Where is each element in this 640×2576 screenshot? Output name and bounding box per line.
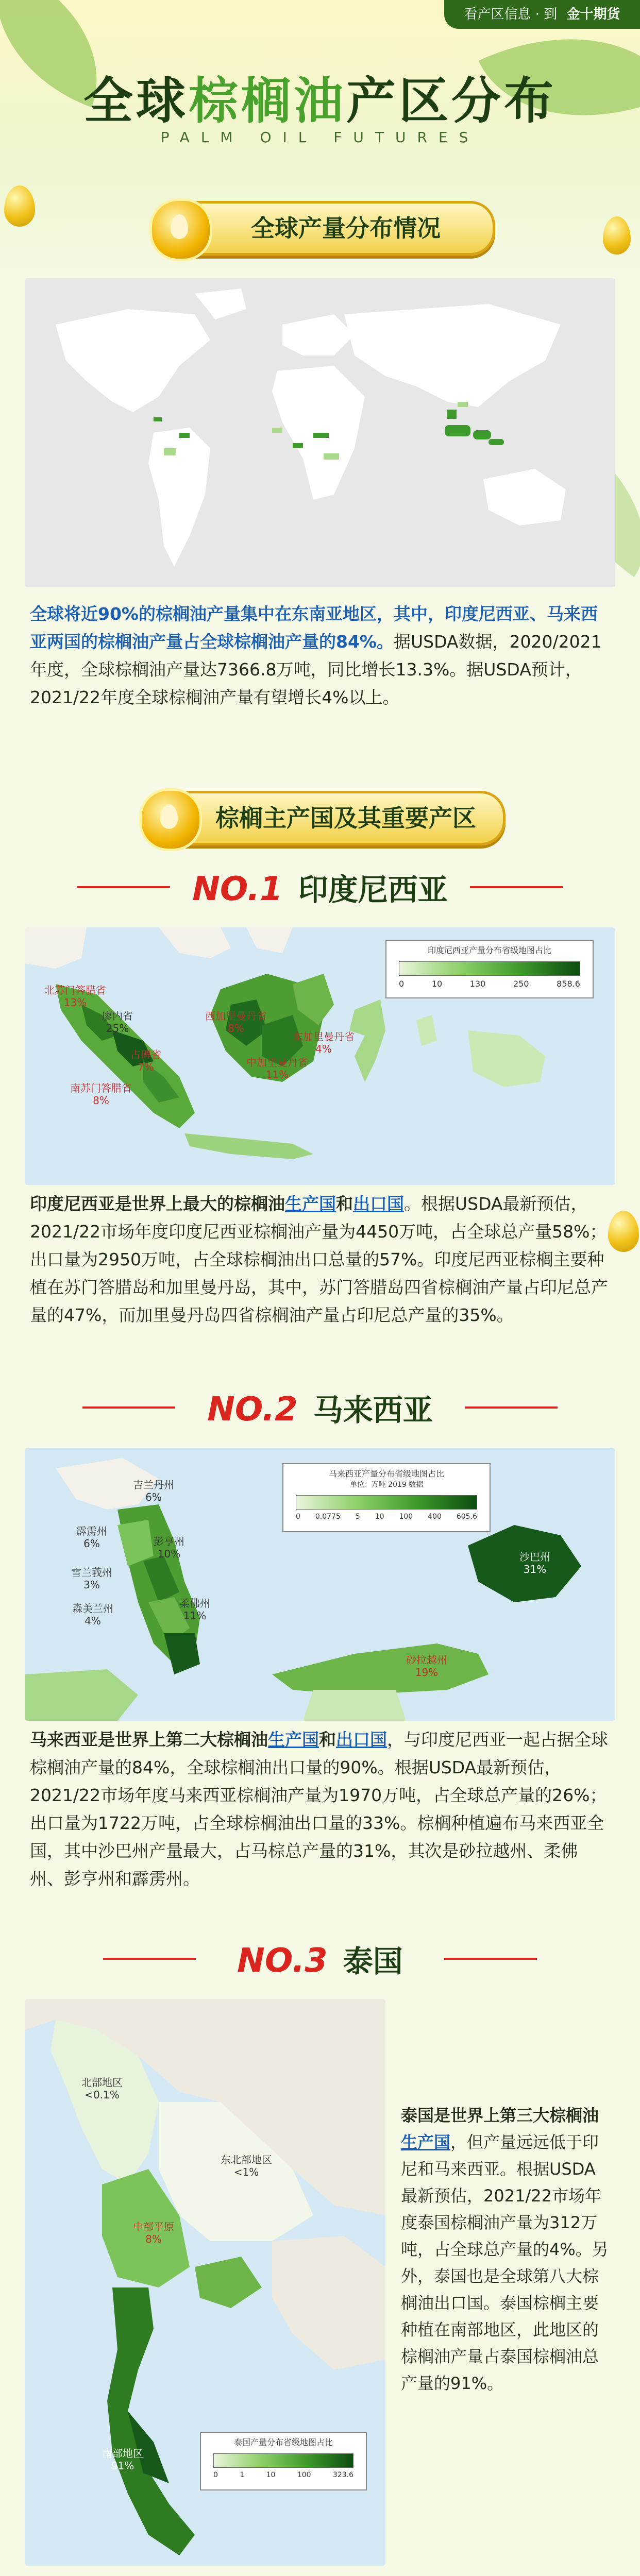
map-label: 柔佛州 11% <box>179 1597 210 1622</box>
map-label: 东北部地区 <1% <box>221 2154 272 2178</box>
map-label: 廖内省 25% <box>102 1010 133 1035</box>
rank-heading-malaysia: NO.2 马来西亚 <box>0 1386 640 1429</box>
oil-coin-icon <box>149 198 212 261</box>
thailand-paragraph: 泰国是世界上第三大棕榈油生产国，但产量远远低于印尼和马来西亚。根据USDA最新预估，2021/22市场年度泰国棕榈油产量为312万吨，占全球总产量的4%。另外，泰国也是全球第八大棕榈油出口国。泰国棕榈主要种植在南部地区，此地区的棕榈油产量占泰国棕榈油总产量的91%。 <box>401 2106 609 2393</box>
oil-droplet-icon <box>608 1211 639 1252</box>
oil-coin-icon <box>139 788 202 851</box>
brand-logo-text: 金十期货 <box>566 7 620 22</box>
page-subtitle: PALM OIL FUTURES <box>160 129 480 146</box>
malaysia-map-legend: 马来西亚产量分布省级地图占比 单位：万吨 2019 数据 0 0.0775 5 10 100 400 605.6 <box>282 1463 491 1532</box>
map-label: 东加里曼丹省 4% <box>293 1030 355 1055</box>
map-label: 南部地区 91% <box>102 2447 143 2472</box>
title-highlight: 棕榈油 <box>189 72 346 130</box>
link-producer[interactable]: 生产国 <box>285 1194 336 1214</box>
map-label: 中加里曼丹省 11% <box>246 1056 308 1081</box>
map-label: 南苏门答腊省 8% <box>70 1082 132 1107</box>
rank-heading-thailand: NO.3 泰国 <box>0 1937 640 1980</box>
rank-heading-indonesia: NO.1 印度尼西亚 <box>0 866 640 909</box>
map-label: 雪兰莪州 3% <box>71 1566 112 1591</box>
section-pill-global <box>150 201 495 256</box>
section-pill-producers <box>140 791 506 845</box>
section-pill-label: 棕榈主产国及其重要产区 <box>215 804 476 832</box>
map-label: 中部平原 8% <box>133 2221 174 2245</box>
link-exporter[interactable]: 出口国 <box>353 1194 404 1214</box>
map-label: 砂拉越州 19% <box>406 1654 447 1679</box>
map-label: 霹雳州 6% <box>76 1525 107 1550</box>
indonesia-map <box>25 927 615 1185</box>
map-label: 森美兰州 4% <box>72 1602 113 1627</box>
indonesia-paragraph: 印度尼西亚是世界上最大的棕榈油生产国和出口国。根据USDA最新预估，2021/22市场年度印度尼西亚棕榈油产量为4450万吨，占全球总产量58%；出口量为2950万吨，占全球棕榈油出口总量的57%。印度尼西亚棕榈主要种植在苏门答腊岛和加里曼丹岛，其中，苏门答腊岛四省棕榈油产量占印尼总产量的47%，而加里曼丹岛四省棕榈油产量占印尼总产量的35%。 <box>30 1194 608 1325</box>
map-label: 西加里曼丹省 8% <box>205 1010 267 1035</box>
map-label: 北部地区 <0.1% <box>81 2076 123 2101</box>
brand-top-text: 看产区信息 · 到 <box>464 7 558 22</box>
link-producer[interactable]: 生产国 <box>401 2132 451 2152</box>
link-exporter[interactable]: 出口国 <box>336 1730 387 1750</box>
map-label: 彭亨州 10% <box>154 1535 184 1560</box>
thailand-map <box>25 1999 385 2566</box>
map-label: 吉兰丹州 6% <box>133 1479 174 1503</box>
malaysia-map <box>25 1448 615 1721</box>
section-pill-label: 全球产量分布情况 <box>251 214 441 242</box>
map-label: 北苏门答腊省 13% <box>44 984 106 1009</box>
map-label: 占碑省 7% <box>130 1048 161 1073</box>
malaysia-paragraph: 马来西亚是世界上第二大棕榈油生产国和出口国，与印度尼西亚一起占据全球棕榈油产量的84%，全球棕榈油出口量的90%。根据USDA最新预估，2021/22市场年度马来西亚棕榈油产量为1970万吨，占全球总产量的26%；出口量为1722万吨，占全球棕榈油出口量的33%。棕榈种植遍布马来西亚全国，其中沙巴州产量最大，占马棕总产量的31%，其次是砂拉越州、柔佛州、彭亨州和霹雳州。 <box>30 1730 608 1889</box>
indonesia-map-legend: 印度尼西亚产量分布省级地图占比 0 10 130 250 858.6 <box>385 940 594 998</box>
map-label: 沙巴州 31% <box>519 1551 550 1575</box>
global-summary-paragraph: 全球将近90%的棕榈油产量集中在东南亚地区，其中，印度尼西亚、马来西亚两国的棕榈油产量占全球棕榈油产量的84%。据USDA数据，2020/2021年度，全球棕榈油产量达7366.8万吨，同比增长13.3%。据USDA预计，2021/22年度全球棕榈油产量有望增长4%以上。 <box>30 604 602 707</box>
thailand-map-legend: 泰国产量分布省级地图占比 0 1 10 100 323.6 <box>200 2432 367 2490</box>
brand-top-bar[interactable] <box>444 0 640 29</box>
page-title: 全球棕榈油产区分布 <box>83 72 557 130</box>
world-map <box>25 278 615 587</box>
link-producer[interactable]: 生产国 <box>268 1730 319 1750</box>
